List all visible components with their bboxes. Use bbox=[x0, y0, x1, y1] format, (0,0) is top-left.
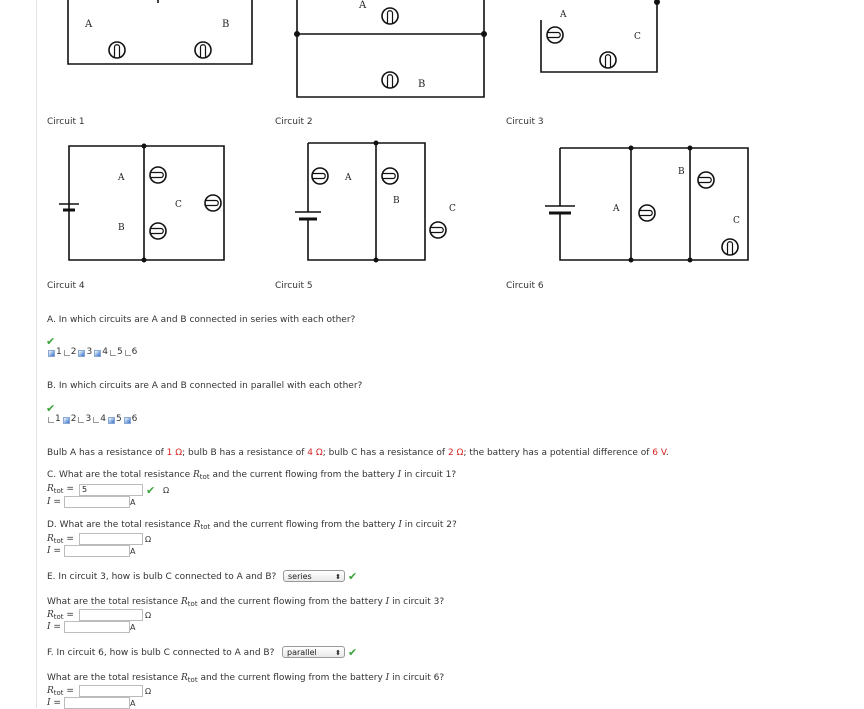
qd-rtot-label-r: R bbox=[47, 534, 54, 544]
question-a-options bbox=[47, 347, 138, 357]
question-e2-text bbox=[47, 597, 444, 607]
circuit2-rtot-input[interactable] bbox=[79, 533, 143, 545]
c5-label-a: A bbox=[345, 173, 352, 183]
question-b-checkbox-1[interactable] bbox=[48, 417, 54, 423]
checkbox-label: 3 bbox=[86, 347, 93, 357]
question-b-check-icon: ✔ bbox=[46, 402, 56, 415]
checkbox-label: 4 bbox=[102, 347, 108, 357]
checkbox-label: 6 bbox=[131, 414, 138, 424]
qf2-rtot-label-r: R bbox=[47, 686, 54, 696]
qc-i-label bbox=[47, 497, 61, 507]
qe2-rtot-label-sub: tot bbox=[53, 613, 64, 621]
qd-rtot-symbol: R bbox=[193, 520, 201, 530]
qd-ohm-unit: Ω bbox=[145, 535, 152, 544]
qc-rtot-symbol: R bbox=[193, 470, 200, 480]
qe2-rtot-sub: tot bbox=[187, 600, 198, 608]
checkbox-label: 5 bbox=[115, 414, 122, 424]
qe2-mid: and the current flowing from the battery bbox=[197, 597, 386, 607]
qd-rtot-label-sub: tot bbox=[53, 537, 64, 545]
circuit1-rtot-input[interactable]: 5 bbox=[79, 484, 143, 496]
info-text-5: . bbox=[665, 448, 669, 458]
checkbox-label: 4 bbox=[100, 414, 106, 424]
circuit3-select-value: series bbox=[288, 572, 312, 581]
info-text-2: ; bulb B has a resistance of bbox=[182, 448, 308, 458]
qf2-i-label-eq: = bbox=[50, 698, 61, 708]
c3-label-a: A bbox=[560, 10, 567, 20]
question-b-checkbox-2[interactable] bbox=[63, 417, 70, 424]
c4-label-b: B bbox=[118, 223, 125, 233]
question-c-check-icon: ✔ bbox=[146, 484, 156, 497]
qe2-ohm-unit: Ω bbox=[145, 611, 152, 620]
qc-rtot-sub: tot bbox=[199, 473, 210, 481]
c4-label-a: A bbox=[118, 173, 125, 183]
qf2-ohm-unit: Ω bbox=[145, 687, 152, 696]
qf2-pre: What are the total resistance bbox=[47, 673, 182, 683]
question-c-text bbox=[47, 470, 456, 480]
c4-label-c: C bbox=[175, 200, 182, 210]
checkbox-label: 5 bbox=[116, 347, 123, 357]
question-b-text: B. In which circuits are A and B connected in parallel with each other? bbox=[47, 381, 363, 391]
circuit3-connection-select[interactable] bbox=[283, 570, 345, 582]
select-arrows-icon: ⬍ bbox=[335, 573, 341, 581]
problem-statement bbox=[47, 448, 669, 458]
checkbox-label: 1 bbox=[56, 347, 62, 357]
c6-label-a: A bbox=[613, 204, 620, 214]
question-b-options bbox=[47, 414, 138, 424]
circuit1-current-input[interactable] bbox=[64, 496, 130, 508]
question-a-checkbox-4[interactable] bbox=[94, 350, 101, 357]
qf2-rtot-label-eq: = bbox=[63, 686, 74, 696]
circuit-6-label: Circuit 6 bbox=[506, 281, 544, 291]
question-a-checkbox-2[interactable] bbox=[64, 350, 70, 356]
qe2-rtot-label bbox=[47, 610, 74, 620]
qe2-amp-unit: A bbox=[130, 623, 136, 632]
resistance-b-value: 4 Ω bbox=[307, 448, 323, 458]
circuit6-current-input[interactable] bbox=[64, 697, 130, 709]
qe2-i-label bbox=[47, 622, 61, 632]
circuit-5-label: Circuit 5 bbox=[275, 281, 313, 291]
qf2-mid: and the current flowing from the battery bbox=[197, 673, 386, 683]
qd-amp-unit: A bbox=[130, 547, 136, 556]
circuit-3-label: Circuit 3 bbox=[506, 117, 544, 127]
qd-i-label-eq: = bbox=[50, 546, 61, 556]
qf2-rtot-label bbox=[47, 686, 74, 696]
qd-pre: D. What are the total resistance bbox=[47, 520, 194, 530]
qc-i-symbol: I bbox=[397, 470, 402, 480]
qc-pre: C. What are the total resistance bbox=[47, 470, 194, 480]
qf2-i-label-i: I bbox=[47, 698, 51, 708]
question-a-check-icon: ✔ bbox=[46, 335, 56, 348]
circuit3-current-input[interactable] bbox=[64, 621, 130, 633]
c6-label-c: C bbox=[733, 216, 740, 226]
info-text-4: ; the battery has a potential difference of bbox=[463, 448, 653, 458]
qc-rtot-label-sub: tot bbox=[53, 487, 64, 495]
qd-rtot-label-eq: = bbox=[63, 534, 74, 544]
c5-label-c: C bbox=[449, 204, 456, 214]
qd-post: in circuit 2? bbox=[401, 520, 457, 530]
question-b-checkbox-5[interactable] bbox=[108, 417, 115, 424]
checkbox-label: 3 bbox=[85, 414, 92, 424]
question-f2-text bbox=[47, 673, 444, 683]
c6-label-b: B bbox=[678, 167, 685, 177]
qe2-pre: What are the total resistance bbox=[47, 597, 182, 607]
qd-rtot-label bbox=[47, 534, 74, 544]
circuit3-rtot-input[interactable] bbox=[79, 609, 143, 621]
question-f-text: F. In circuit 6, how is bulb C connected to A and B? bbox=[47, 648, 275, 658]
qd-rtot-sub: tot bbox=[200, 523, 211, 531]
circuit6-rtot-input[interactable] bbox=[79, 685, 143, 697]
qd-mid: and the current flowing from the battery bbox=[210, 520, 399, 530]
circuit-1-label: Circuit 1 bbox=[47, 117, 85, 127]
qe2-post: in circuit 3? bbox=[389, 597, 445, 607]
question-a-checkbox-1[interactable] bbox=[48, 350, 55, 357]
qe2-rtot-symbol: R bbox=[181, 597, 188, 607]
c1-label-a: A bbox=[85, 19, 93, 30]
qd-i-label-i: I bbox=[47, 546, 51, 556]
checkbox-label: 6 bbox=[131, 347, 138, 357]
circuit-2-label: Circuit 2 bbox=[275, 117, 313, 127]
qc-rtot-label bbox=[47, 484, 74, 494]
question-a-checkbox-5[interactable] bbox=[110, 350, 116, 356]
voltage-value: 6 V bbox=[652, 448, 666, 458]
qc-rtot-label-r: R bbox=[47, 484, 54, 494]
circuit-4-label: Circuit 4 bbox=[47, 281, 85, 291]
qf2-post: in circuit 6? bbox=[389, 673, 445, 683]
question-e-check-icon: ✔ bbox=[348, 570, 358, 583]
resistance-c-value: 2 Ω bbox=[447, 448, 464, 458]
qf2-i-symbol: I bbox=[385, 673, 390, 683]
resistance-a-value: 1 Ω bbox=[166, 448, 183, 458]
qf2-rtot-sub: tot bbox=[187, 676, 198, 684]
qf2-i-label bbox=[47, 698, 61, 708]
c2-label-a: A bbox=[359, 0, 367, 11]
qd-i-label bbox=[47, 546, 61, 556]
qf2-amp-unit: A bbox=[130, 699, 136, 708]
select-arrows-icon: ⬍ bbox=[335, 649, 341, 657]
checkbox-label: 2 bbox=[70, 414, 77, 424]
qe2-rtot-label-eq: = bbox=[63, 610, 74, 620]
qc-i-label-eq: = bbox=[50, 497, 61, 507]
question-f-check-icon: ✔ bbox=[348, 646, 358, 659]
qf2-rtot-symbol: R bbox=[181, 673, 188, 683]
qc-rtot-label-eq: = bbox=[63, 484, 74, 494]
qc-ohm-unit: Ω bbox=[163, 486, 170, 495]
circuit6-connection-select[interactable] bbox=[282, 646, 345, 658]
qc-mid: and the current flowing from the battery bbox=[209, 470, 398, 480]
qe2-i-symbol: I bbox=[385, 597, 390, 607]
question-a-checkbox-6[interactable] bbox=[125, 350, 131, 356]
circuit2-current-input[interactable] bbox=[64, 545, 130, 557]
c3-label-c: C bbox=[634, 32, 641, 42]
qc-i-label-i: I bbox=[47, 497, 51, 507]
question-b-checkbox-6[interactable] bbox=[124, 417, 131, 424]
question-e-text: E. In circuit 3, how is bulb C connected to A and B? bbox=[47, 572, 277, 582]
question-b-checkbox-4[interactable] bbox=[93, 417, 99, 423]
info-text-1: Bulb A has a resistance of bbox=[47, 448, 167, 458]
checkbox-label: 1 bbox=[55, 414, 61, 424]
checkbox-label: 2 bbox=[70, 347, 77, 357]
qe2-i-label-eq: = bbox=[50, 622, 61, 632]
question-d-text bbox=[47, 520, 457, 530]
question-a-checkbox-3[interactable] bbox=[78, 350, 85, 357]
qe2-rtot-label-r: R bbox=[47, 610, 54, 620]
qc-post: in circuit 1? bbox=[401, 470, 457, 480]
info-text-3: ; bulb C has a resistance of bbox=[322, 448, 448, 458]
question-b-checkbox-3[interactable] bbox=[78, 417, 84, 423]
qc-amp-unit: A bbox=[130, 498, 136, 507]
question-a-text: A. In which circuits are A and B connected in series with each other? bbox=[47, 315, 356, 325]
circuit6-select-value: parallel bbox=[287, 648, 317, 657]
c1-label-b: B bbox=[222, 19, 230, 30]
qd-i-symbol: I bbox=[398, 520, 402, 530]
circuits-figure bbox=[0, 0, 864, 300]
c5-label-b: B bbox=[393, 196, 400, 206]
qe2-i-label-i: I bbox=[47, 622, 51, 632]
qf2-rtot-label-sub: tot bbox=[53, 689, 64, 697]
c2-label-b: B bbox=[418, 79, 426, 90]
